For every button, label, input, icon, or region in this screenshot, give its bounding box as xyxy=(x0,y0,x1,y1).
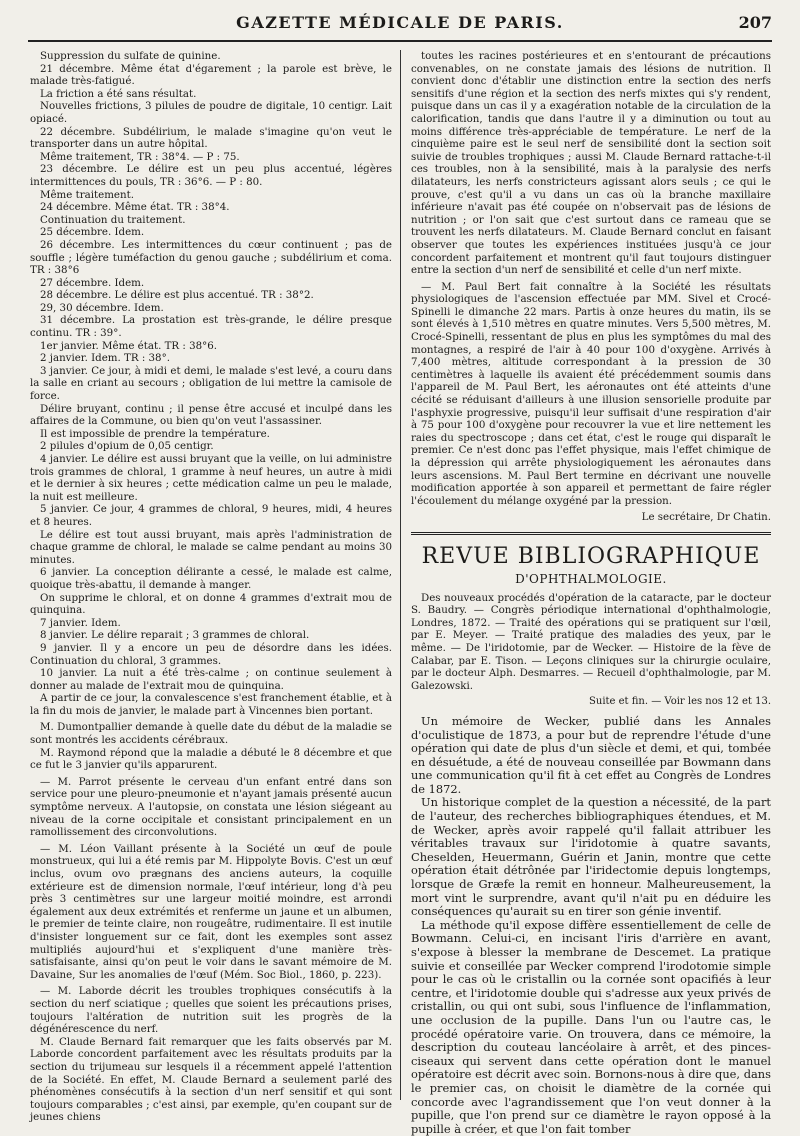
log-entry: 27 décembre. Idem. xyxy=(40,276,145,289)
right-column xyxy=(411,50,771,1136)
log-entry: On supprime le chloral, et on donne 4 grammes d'extrait mou de quinquina. xyxy=(30,591,392,617)
log-entry: 9 janvier. Il y a encore un peu de désordre dans les idées. Continuation du chloral, 3 grammes. xyxy=(30,641,392,667)
log-entry: 22 décembre. Subdélirium, le malade s'imagine qu'on veut le transporter dans un autre hôpital. xyxy=(30,125,392,151)
log-entry: 5 janvier. Ce jour, 4 grammes de chloral, 9 heures, midi, 4 heures et 8 heures. xyxy=(30,503,392,528)
article-paragraph: — M. Paul Bert fait connaître à la Société les résultats physiologiques de l'ascension effectuée par MM. Sivel et Crocé-Spinelli le dimanche 22 mars. Partis à onze heures du matin, ils se sont élevés à 1,510 mètres en quatre minutes. Vers 5,500 mètres, M. Crocé-Spinelli, ressentant de plus en plus les symptômes du mal des montagnes, a respiré de l'air à 40 pour 100 d'oxygène. Arrivés à 7,400 mètres, altitude correspondant à la pression de 30 centimètres à laquelle ils avaient été précédemment soumis dans l'appareil de M. Paul Bert, les aéronautes ont été atteints d'une cécité se réduisant d'ailleurs à une illusion sensorielle produite par l'asphyxie progressive, puisqu'il leur suffisait d'une respiration d'air à 75 pour 100 d'oxygène pour recouvrer la vue et lire nettement les raies du spectroscope ; dans cet état, c'est le rouge qui disparaît le premier. Ce n'est donc pas l'effet physique, mais l'effet chimique de la dépression qui arrête physiologiquement les aéronautes dans leurs ascensions. M. Paul Bert termine en décrivant une nouvelle modification apportée à son appareil et permettant de faire régler l'écoulement du mélange oxygéné par la pression. xyxy=(411,280,771,507)
secretary-signature: Le secrétaire, Dr Chatin. xyxy=(641,511,771,524)
review-subtitle: D'OPHTHALMOLOGIE. xyxy=(515,571,667,586)
review-paragraph: La méthode qu'il expose diffère essentiellement de celle de Bowmann. Celui-ci, en incisant l'iris d'arrière en avant, s'expose à blesser la membrane de Descemet. La pratique suivie et conseillée par Wecker comprend l'irodotomie simple pour le cas où le cristallin ou la cornée sont opacifiés à leur centre, et l'iridotomie double qui s'adresse aux yeux privés de cristallin, ou qui ont subi, sous l'influence de l'inflammation, une occlusion de la pupille. Dans l'un ou l'autre cas, le procédé opératoire varie. On trouvera, dans ce mémoire, la description du couteau lancéolaire à arrêt, et des pinces-ciseaux qui servent dans cette opération dont le manuel opératoire est décrit avec soin. Bornons-nous à dire que, dans le premier cas, on choisit le diamètre de la cornée qui concorde avec l'agrandissement que l'on veut donner à la pupille, que l'on prend sur ce diamètre le rayon opposé à la pupille à créer, et que l'on fait tomber xyxy=(411,917,771,1136)
review-body xyxy=(411,715,771,1136)
column-divider xyxy=(400,50,401,1100)
log-entry: 4 janvier. Le délire est aussi bruyant que la veille, on lui administre trois grammes de chloral, 1 gramme à neuf heures, un autre à midi et le dernier à six heures ; cette médication calme un peu le malade, la nuit est meilleure. xyxy=(30,453,392,503)
log-entry: Même traitement, TR : 38°4. — P : 75. xyxy=(40,150,240,163)
log-entry: 6 janvier. La conception délirante a cessé, le malade est calme, quoique très-abattu, il demande à manger. xyxy=(30,566,392,591)
log-entry: 3 janvier. Ce jour, à midi et demi, le malade s'est levé, a couru dans la salle en criant au secours ; obligation de lui mettre la camisole de force. xyxy=(30,364,392,403)
log-entry: Le délire est tout aussi bruyant, mais après l'administration de chaque gramme de chloral, le malade se calme pendant au moins 30 minutes. xyxy=(30,528,392,566)
discussion-paragraph: M. Dumontpallier demande à quelle date du début de la maladie se sont montrés les accidents cérébraux. xyxy=(30,721,392,747)
log-entry: Il est impossible de prendre la température. xyxy=(40,427,270,440)
log-entry: 8 janvier. Le délire reparait ; 3 grammes de chloral. xyxy=(40,629,310,642)
review-title: REVUE BIBLIOGRAPHIQUE xyxy=(421,543,761,569)
log-entry: 29, 30 décembre. Idem. xyxy=(40,301,164,314)
page-header xyxy=(28,13,772,35)
header-rule xyxy=(28,40,772,42)
left-column xyxy=(30,50,392,1124)
continuation-note: Suite et fin. — Voir les nos 12 et 13. xyxy=(589,696,771,708)
clinical-observation-log xyxy=(30,50,392,717)
discussion-paragraph: M. Raymond répond que la maladie a débuté le 8 décembre et que ce fut le 3 janvier qu'ils apparurent. xyxy=(30,746,392,772)
log-entry: 26 décembre. Les intermittences du cœur continuent ; pas de souffle ; légère tuméfaction du genou gauche ; subdélirium et coma. TR : 38°6 xyxy=(30,238,392,277)
log-entry: 2 janvier. Idem. TR : 38°. xyxy=(40,352,170,365)
section-rule xyxy=(411,532,771,535)
society-discussion xyxy=(30,721,392,1123)
log-entry: 1er janvier. Même état. TR : 38°6. xyxy=(40,339,218,352)
log-entry: Délire bruyant, continu ; il pense être accusé et inculpé dans les affaires de la Commune, ou bien qu'on veut l'assassiner. xyxy=(30,402,392,428)
log-entry: 10 janvier. La nuit a été très-calme ; on continue seulement à donner au malade de l'extrait mou de quinquina. xyxy=(30,667,392,692)
running-title: GAZETTE MÉDICALE DE PARIS. xyxy=(236,13,564,32)
discussion-paragraph: — M. Parrot présente le cerveau d'un enfant entré dans son service pour une pleuro-pneumonie et n'ayant jamais présenté aucun symptôme nerveux. A l'autopsie, on constata une lésion siégeant au niveau de la corne occipitale et consistant principalement en un ramollissement des circonvolutions. xyxy=(30,775,392,839)
log-entry: 28 décembre. Le délire est plus accentué. TR : 38°2. xyxy=(40,289,314,302)
log-entry: 7 janvier. Idem. xyxy=(40,616,121,629)
log-entry: La friction a été sans résultat. xyxy=(40,87,197,100)
log-entry: A partir de ce jour, la convalescence s'est franchement établie, et à la fin du mois de janvier, le malade part à Vincennes bien portant. xyxy=(30,692,392,717)
log-entry: 31 décembre. La prostation est très-grande, le délire presque continu. TR : 39°. xyxy=(30,314,392,340)
log-entry: 2 pilules d'opium de 0,05 centigr. xyxy=(40,440,214,453)
review-references: Des nouveaux procédés d'opération de la cataracte, par le docteur S. Baudry. — Congrès périodique international d'ophthalmologie, Londres, 1872. — Traité des opérations qui se pratiquent sur l'œil, par E. Meyer. — Traité pratique des maladies des yeux, par le même. — De l'iridotomie, par de Wecker. — Histoire de la fève de Calabar, par E. Tison. — Leçons cliniques sur la chirurgie oculaire, par le docteur Alph. Desmarres. — Recueil d'ophthalmologie, par M. Galezowski. xyxy=(411,591,771,692)
log-entry: 23 décembre. Le délire est un peu plus accentué, légères intermittences du pouls, TR : 36°6. — P : 80. xyxy=(30,163,392,188)
page-number: 207 xyxy=(738,13,772,32)
discussion-paragraph: M. Claude Bernard fait remarquer que les faits observés par M. Laborde concordent parfaitement avec les résultats produits par la section du trijumeau sur lesquels il a récemment appelé l'attention de la Société. En effet, M. Claude Bernard a seulement parlé des phénomènes consécutifs à la section d'un nerf sensitif et qui sont toujours comparables ; c'est ainsi, par exemple, qu'en coupant sur de jeunes chiens xyxy=(30,1035,392,1124)
log-entry: 24 décembre. Même état. TR : 38°4. xyxy=(40,201,230,214)
log-entry: Même traitement. xyxy=(40,188,134,201)
article-paragraph: toutes les racines postérieures et en s'entourant de précautions convenables, on ne constate jamais des lésions de nutrition. Il convient donc d'établir une distinction entre la section des nerfs sensitifs d'une région et la section des nerfs mixtes qui s'y rendent, puisque dans un cas il y a exagération notable de la circulation de la calorification, tandis que dans l'autre il y a diminution ou tout au moins différence très-appréciable de température. Le nerf de la cinquième paire est le seul nerf de sensibilité dont la section soit suivie de troubles trophiques ; aussi M. Claude Bernard rattache-t-il ces troubles, non à la sensibilité, mais à la paralysie des nerfs dilatateurs, les nerfs constricteurs agissant alors seuls ; ce qui le prouve, c'est qu'il a vu dans un cas où la branche maxillaire inférieure n'avait pas été coupée on n'observait pas de lésions de nutrition ; or l'on sait que c'est surtout dans ce rameau que se trouvent les nerfs dilatateurs. M. Claude Bernard conclut en faisant observer que toutes les expériences instituées jusqu'à ce jour concordent parfaitement et montrent qu'il faut toujours distinguer entre la section d'un nerf de sensibilité et celle d'un nerf mixte. xyxy=(411,50,771,277)
review-paragraph: Un mémoire de Wecker, publié dans les Annales d'oculistique de 1873, a pour but de reprendre l'étude d'une opération qui date de plus d'un siècle et demi, et qui, tombée en désuétude, a été de nouveau conseillée par Bowmann dans une communication qu'il fit à cet effet au Congrès de Londres de 1872. xyxy=(411,713,771,796)
log-entry: 25 décembre. Idem. xyxy=(40,226,145,239)
discussion-paragraph: — M. Léon Vaillant présente à la Société un œuf de poule monstrueux, qui lui a été remis par M. Hippolyte Bovis. C'est un œuf inclus, ovum ovo prægnans des anciens auteurs, la coquille extérieure est de dimension normale, l'œuf intérieur, long d'à peu près 3 centimètres sur une largeur moitié moindre, est arrondi également aux deux extrémités et renferme un jaune et un albumen, le premier de teinte claire, non rougeâtre, rudimentaire. Il est inutile d'insister longuement sur ce fait, dont les exemples sont assez multipliés aujourd'hui et s'expliquent d'une manière très-satisfaisante, ainsi qu'on peut le voir dans le savant mémoire de M. Davaine, Sur les anomalies de l'œuf (Mém. Soc Biol., 1860, p. 223). xyxy=(30,842,392,981)
log-entry: Nouvelles frictions, 3 pilules de poudre de digitale, 10 centigr. Lait opiacé. xyxy=(30,100,392,125)
log-entry: Continuation du traitement. xyxy=(40,213,186,226)
log-entry: Suppression du sulfate de quinine. xyxy=(40,50,221,62)
log-entry: 21 décembre. Même état d'égarement ; la parole est brève, le malade très-fatigué. xyxy=(30,62,392,88)
discussion-paragraph: — M. Laborde décrit les troubles trophiques consécutifs à la section du nerf sciatique ; quelles que soient les précautions prises, toujours l'altération de nutrition suit les progrès de la dégénérescence du nerf. xyxy=(30,985,392,1036)
review-paragraph: Un historique complet de la question a nécessité, de la part de l'auteur, des recherches bibliographiques étendues, et M. de Wecker, après avoir rappelé qu'il fallait attribuer les véritables travaux sur l'iridotomie à quatre savants, Cheselden, Heuermann, Guérin et Janin, montre que cette opération était détrônée par l'iridectomie depuis longtemps, lorsque de Græfe la remit en honneur. Malheureusement, la mort vint le surprendre, avant qu'il n'ait pu en déduire les conséquences qu'aurait su en tirer son génie inventif. xyxy=(411,795,771,919)
